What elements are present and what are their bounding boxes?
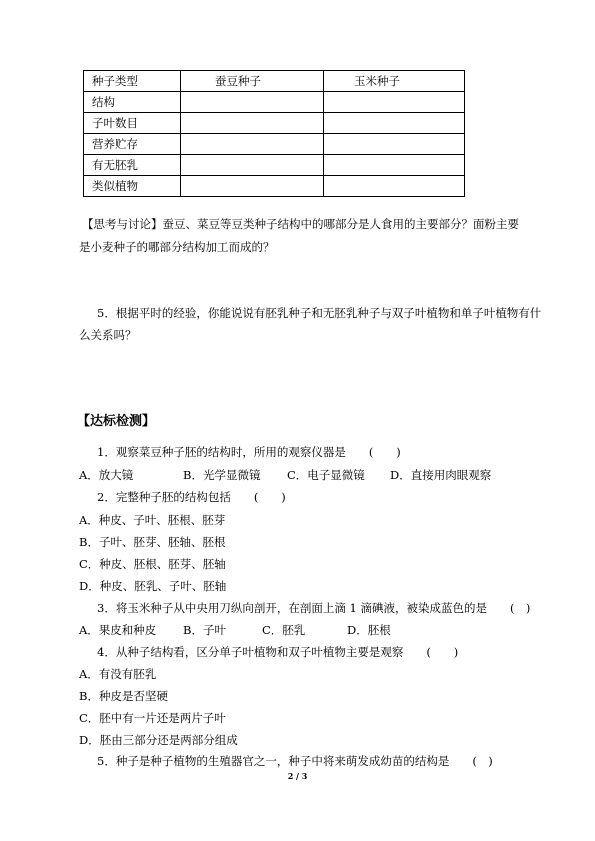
table-header-row (84, 71, 465, 92)
question-3-option-b: B．子叶 (183, 623, 226, 637)
question-1-stem: 1．观察菜豆种子胚的结构时，所用的观察仪器是 ( ) (97, 445, 401, 459)
table-cell (324, 92, 465, 113)
row-label: 结构 (84, 92, 181, 113)
table-header-cell (181, 71, 324, 92)
header-corn: 玉米种子 (354, 74, 400, 88)
question-5-intro-line-1: 5．根据平时的经验，你能说说有胚乳种子和无胚乳种子与双子叶植物和单子叶植物有什 (97, 306, 542, 320)
table-cell (324, 155, 465, 176)
table-cell (324, 113, 465, 134)
table-header-cell (324, 71, 465, 92)
table-row (84, 155, 465, 176)
table-cell (181, 134, 324, 155)
table-row (84, 176, 465, 197)
table-row (84, 134, 465, 155)
table-row (84, 113, 465, 134)
question-5-intro-line-2: 么关系吗？ (79, 328, 137, 342)
question-4-option-a: A．有没有胚乳 (79, 667, 157, 681)
discussion-line-1: 【思考与讨论】蚕豆、菜豆等豆类种子结构中的哪部分是人食用的主要部分？面粉主要 (82, 217, 519, 231)
row-label: 类似植物 (84, 176, 181, 197)
question-2-option-d: D．种皮、胚乳、子叶、胚轴 (79, 579, 227, 593)
table-cell (181, 113, 324, 134)
header-broad-bean: 蚕豆种子 (215, 74, 261, 88)
question-1-option-a: A．放大镜 (79, 468, 134, 482)
page-number: 2 / 3 (287, 771, 308, 781)
discussion-line-2: 是小麦种子的哪部分结构加工而成的？ (79, 240, 275, 254)
table-header-cell: 种子类型 (84, 71, 181, 92)
question-1-option-b: B．光学显微镜 (183, 468, 261, 482)
question-3-option-d: D．胚根 (347, 623, 391, 637)
question-1-option-c: C．电子显微镜 (287, 468, 365, 482)
question-2-option-a: A．种皮、子叶、胚根、胚芽 (79, 513, 226, 527)
question-3-option-a: A．果皮和种皮 (79, 623, 157, 637)
question-2-option-c: C．种皮、胚根、胚芽、胚轴 (79, 557, 226, 571)
row-label: 有无胚乳 (84, 155, 181, 176)
question-3-option-c: C．胚乳 (262, 623, 306, 637)
question-2-stem: 2．完整种子胚的结构包括 ( ) (97, 490, 286, 504)
question-1-option-d: D．直接用肉眼观察 (390, 468, 492, 482)
row-label: 营养贮存 (84, 134, 181, 155)
question-3-stem: 3．将玉米种子从中央用刀纵向剖开，在剖面上滴 1 滴碘液，被染成蓝色的是 ( ) (97, 601, 531, 615)
question-5-stem: 5．种子是种子植物的生殖器官之一，种子中将来萌发成幼苗的结构是 ( ) (97, 754, 493, 768)
question-4-stem: 4．从种子结构看，区分单子叶植物和双子叶植物主要是观察 ( ) (97, 645, 459, 659)
table-cell (181, 176, 324, 197)
table-cell (181, 92, 324, 113)
table-cell (324, 134, 465, 155)
table-cell (324, 176, 465, 197)
seed-comparison-table (83, 70, 465, 197)
question-4-option-b: B．种皮是否坚硬 (79, 689, 168, 703)
question-4-option-d: D．胚由三部分还是两部分组成 (79, 733, 238, 747)
question-2-option-b: B．子叶、胚芽、胚轴、胚根 (79, 535, 226, 549)
section-title: 【达标检测】 (77, 414, 156, 429)
table-row (84, 92, 465, 113)
row-label: 子叶数目 (84, 113, 181, 134)
table-cell (181, 155, 324, 176)
question-4-option-c: C．胚中有一片还是两片子叶 (79, 711, 226, 725)
